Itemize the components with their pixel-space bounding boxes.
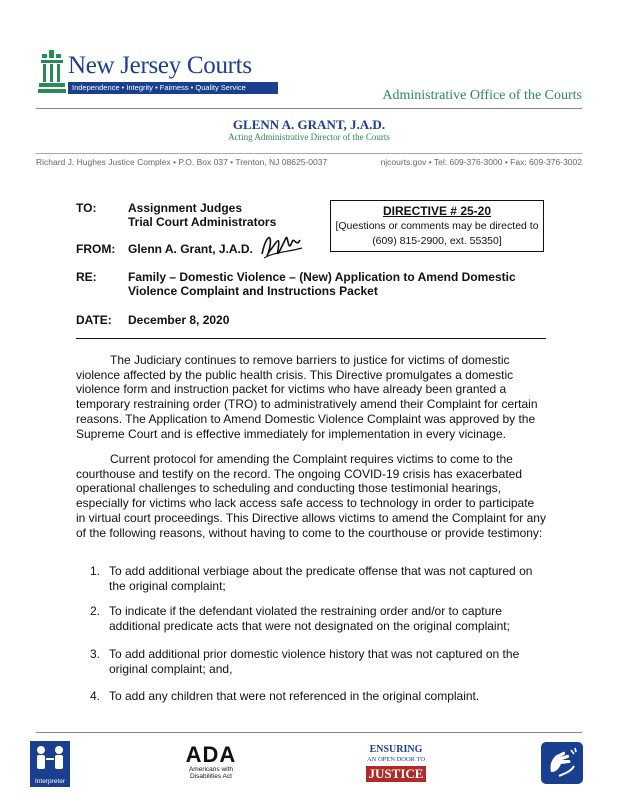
list-item-number: 1. [90,564,101,578]
nj-courts-logo [38,44,252,106]
list-item-text: To indicate if the defendant violated the restraining order and/or to capture additional predicate acts that were not designated on the original complaint; [109,604,510,633]
list-item-text: To add additional verbiage about the predicate offense that was not captured on the original complaint; [109,564,533,593]
paragraph-2: Current protocol for amending the Complaint requires victims to come to the courthouse and testify on the record. The ongoing COVID-19 crisis has exacerbated operational challenges to scheduling and conducting those testimonial hearings, especially for victims who lack access safe access to technology in order to participate in virtual court proceedings. This Directive allows victims to amend the Complaint for any of the following reasons, without having to come to the courthouse or provide testimony: [76,452,546,540]
office-name: Administrative Office of the Courts [382,88,582,103]
to-line-1: Assignment Judges [128,201,243,215]
director-title: Acting Administrative Director of the Courts [228,132,390,142]
office-address: Richard J. Hughes Justice Complex • P.O. Box 037 • Trenton, NJ 08625-0037 [36,157,328,167]
list-item-text: To add any children that were not referenced in the original complaint. [109,689,480,703]
list-item-number: 2. [90,604,101,618]
sign-language-hands-icon [541,742,583,784]
directive-box [330,200,544,252]
memo-divider [76,338,546,339]
date-label: DATE: [76,313,112,327]
directive-questions-line-1: [Questions or comments may be directed to [335,220,539,232]
ada-logo [176,744,246,788]
header-divider [36,108,582,109]
org-tagline: Independence • Integrity • Fairness • Quality Service [68,82,278,94]
ada-sub-1: Americans with [188,766,234,773]
justice-line-3: JUSTICE [366,766,426,782]
justice-line-1: ENSURING [369,744,423,755]
list-item-number: 4. [90,689,101,703]
list-item-text: To add additional prior domestic violence history that was not captured on the original complaint; and, [109,647,520,676]
paragraph-1: The Judiciary continues to remove barriers to justice for victims of domestic violence affected by the public health crisis. This Directive promulgates a domestic violence form and instruction packet for victims who have already been granted a temporary restraining order (TRO) to administratively amend their Complaint for certain reasons. The Application to Amend Domestic Violence Complaint was approved by the Supreme Court and is effective immediately for implementation in every vicinage. [76,353,538,441]
list-item-number: 3. [90,647,101,661]
re-label: RE: [76,270,97,284]
re-line-2: Violence Complaint and Instructions Packet [128,284,378,298]
ada-mark: ADA [185,742,237,767]
sign-language-badge [541,742,583,784]
directive-questions-line-2: (609) 815-2900, ext. 55350] [372,235,502,247]
courthouse-logo-icon [38,48,68,98]
interpreter-people-icon [30,741,70,775]
re-line-1: Family – Domestic Violence – (New) Application to Amend Domestic [128,270,516,284]
office-contacts: njcourts.gov • Tel: 609-376-3000 • Fax: 609-376-3002 [380,157,582,167]
footer-divider [36,732,582,733]
from-label: FROM: [76,242,116,256]
director-name: GLENN A. GRANT, J.A.D. [232,117,386,132]
directive-number: DIRECTIVE # 25-20 [382,204,492,218]
open-door-justice-logo [360,744,432,788]
from-value: Glenn A. Grant, J.A.D. [128,242,253,256]
handwritten-signature-icon [258,228,304,264]
to-line-2: Trial Court Administrators [128,215,277,229]
date-value: December 8, 2020 [128,313,230,327]
interpreter-badge [30,741,70,787]
ada-sub-2: Disabilities Act [190,773,232,780]
org-name: New Jersey Courts [68,52,252,79]
to-label: TO: [76,201,97,215]
justice-line-2: AN OPEN DOOR TO [366,756,426,763]
interpreter-label: Interpreter [35,778,65,785]
address-divider [36,153,582,154]
